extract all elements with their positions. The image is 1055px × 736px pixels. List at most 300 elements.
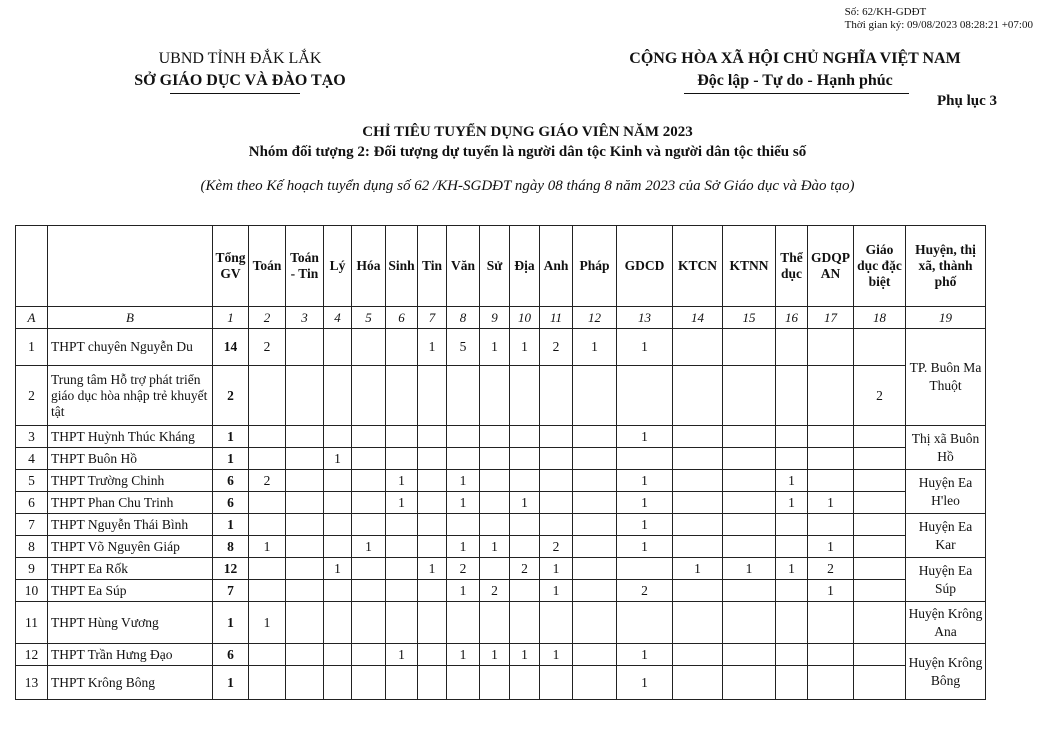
issuer-department: SỞ GIÁO DỤC VÀ ĐÀO TẠO bbox=[134, 72, 346, 89]
quota-cell bbox=[776, 448, 808, 470]
quota-cell: 1 bbox=[808, 492, 854, 514]
quota-cell bbox=[723, 536, 776, 558]
quota-cell bbox=[540, 366, 573, 426]
column-header: Toán bbox=[249, 226, 286, 307]
school-name: THPT Ea Súp bbox=[48, 580, 213, 602]
total-cell: 8 bbox=[213, 536, 249, 558]
quota-cell bbox=[286, 426, 324, 448]
quota-cell bbox=[573, 558, 617, 580]
column-index: 15 bbox=[723, 307, 776, 329]
quota-cell bbox=[352, 426, 386, 448]
quota-cell bbox=[808, 644, 854, 666]
quota-cell bbox=[286, 580, 324, 602]
table-row bbox=[16, 492, 986, 514]
quota-cell bbox=[418, 666, 447, 700]
column-header: GDCD bbox=[617, 226, 673, 307]
quota-cell: 2 bbox=[249, 470, 286, 492]
quota-cell bbox=[510, 536, 540, 558]
quota-cell: 1 bbox=[808, 536, 854, 558]
quota-cell: 1 bbox=[324, 448, 352, 470]
quota-cell bbox=[480, 666, 510, 700]
quota-cell bbox=[854, 666, 906, 700]
quota-cell: 2 bbox=[540, 329, 573, 366]
quota-cell: 2 bbox=[808, 558, 854, 580]
quota-cell bbox=[249, 558, 286, 580]
quota-cell bbox=[447, 514, 480, 536]
quota-cell bbox=[418, 366, 447, 426]
column-index: 5 bbox=[352, 307, 386, 329]
quota-cell bbox=[776, 426, 808, 448]
column-index: 14 bbox=[673, 307, 723, 329]
quota-cell bbox=[286, 448, 324, 470]
column-index: 17 bbox=[808, 307, 854, 329]
quota-cell bbox=[854, 329, 906, 366]
quota-cell bbox=[573, 366, 617, 426]
quota-cell bbox=[808, 666, 854, 700]
column-index: 3 bbox=[286, 307, 324, 329]
quota-cell bbox=[617, 558, 673, 580]
quota-cell bbox=[447, 448, 480, 470]
quota-cell bbox=[249, 644, 286, 666]
quota-cell: 1 bbox=[617, 426, 673, 448]
quota-cell: 1 bbox=[673, 558, 723, 580]
quota-cell bbox=[573, 536, 617, 558]
quota-cell bbox=[386, 602, 418, 644]
signature-time: Thời gian ký: 09/08/2023 08:28:21 +07:00 bbox=[844, 19, 1033, 31]
quota-cell: 2 bbox=[540, 536, 573, 558]
quota-cell bbox=[776, 666, 808, 700]
quota-cell bbox=[573, 580, 617, 602]
quota-cell: 1 bbox=[447, 536, 480, 558]
quota-cell: 1 bbox=[617, 514, 673, 536]
quota-cell bbox=[723, 580, 776, 602]
quota-cell bbox=[673, 514, 723, 536]
quota-cell bbox=[352, 514, 386, 536]
quota-cell bbox=[723, 448, 776, 470]
header-row bbox=[16, 226, 986, 307]
quota-cell bbox=[324, 644, 352, 666]
quota-cell bbox=[723, 602, 776, 644]
table-row bbox=[16, 644, 986, 666]
school-name: THPT chuyên Nguyễn Du bbox=[48, 329, 213, 366]
issuer-header bbox=[110, 48, 370, 92]
quota-cell bbox=[352, 329, 386, 366]
total-cell: 14 bbox=[213, 329, 249, 366]
quota-cell bbox=[673, 470, 723, 492]
quota-cell bbox=[249, 366, 286, 426]
quota-cell: 1 bbox=[510, 329, 540, 366]
quota-cell bbox=[286, 514, 324, 536]
table-row bbox=[16, 426, 986, 448]
row-number: 3 bbox=[16, 426, 48, 448]
column-header: Tin bbox=[418, 226, 447, 307]
quota-cell bbox=[808, 448, 854, 470]
column-header: Giáo dục đặc biệt bbox=[854, 226, 906, 307]
quota-cell bbox=[386, 558, 418, 580]
district-cell: Huyện Ea Kar bbox=[906, 514, 986, 558]
quota-cell bbox=[776, 536, 808, 558]
quota-cell bbox=[573, 666, 617, 700]
table-row bbox=[16, 329, 986, 366]
quota-cell bbox=[418, 448, 447, 470]
quota-cell bbox=[386, 329, 418, 366]
quota-cell bbox=[386, 666, 418, 700]
recruitment-table bbox=[15, 225, 986, 700]
school-name: THPT Võ Nguyên Giáp bbox=[48, 536, 213, 558]
school-name: Trung tâm Hỗ trợ phát triển giáo dục hòa nhập trẻ khuyết tật bbox=[48, 366, 213, 426]
quota-cell bbox=[617, 366, 673, 426]
column-index: 6 bbox=[386, 307, 418, 329]
quota-cell: 1 bbox=[617, 329, 673, 366]
quota-cell bbox=[723, 329, 776, 366]
school-name: THPT Buôn Hồ bbox=[48, 448, 213, 470]
column-index: 12 bbox=[573, 307, 617, 329]
quota-cell bbox=[324, 536, 352, 558]
quota-cell bbox=[617, 448, 673, 470]
column-index: 13 bbox=[617, 307, 673, 329]
document-title: CHỈ TIÊU TUYỂN DỤNG GIÁO VIÊN NĂM 2023 bbox=[362, 124, 693, 140]
column-index: A bbox=[16, 307, 48, 329]
quota-cell: 1 bbox=[510, 492, 540, 514]
quota-cell bbox=[540, 426, 573, 448]
quota-cell bbox=[286, 558, 324, 580]
total-cell: 6 bbox=[213, 470, 249, 492]
quota-cell bbox=[480, 558, 510, 580]
quota-cell: 1 bbox=[723, 558, 776, 580]
signature-number: Số: 62/KH-GDĐT bbox=[844, 6, 927, 18]
quota-cell bbox=[324, 514, 352, 536]
quota-cell bbox=[249, 492, 286, 514]
quota-cell bbox=[540, 470, 573, 492]
quota-cell bbox=[386, 366, 418, 426]
table-row bbox=[16, 602, 986, 644]
quota-cell bbox=[480, 426, 510, 448]
school-name: THPT Trần Hưng Đạo bbox=[48, 644, 213, 666]
quota-cell: 1 bbox=[617, 492, 673, 514]
column-header: GDQP AN bbox=[808, 226, 854, 307]
quota-cell bbox=[673, 426, 723, 448]
quota-cell bbox=[480, 514, 510, 536]
quota-cell: 2 bbox=[510, 558, 540, 580]
row-number: 5 bbox=[16, 470, 48, 492]
quota-cell bbox=[286, 329, 324, 366]
column-header: Pháp bbox=[573, 226, 617, 307]
quota-cell bbox=[723, 366, 776, 426]
quota-cell bbox=[447, 602, 480, 644]
total-cell: 1 bbox=[213, 666, 249, 700]
quota-cell bbox=[352, 666, 386, 700]
quota-cell: 1 bbox=[447, 644, 480, 666]
quota-cell bbox=[352, 558, 386, 580]
quota-cell bbox=[324, 329, 352, 366]
column-header bbox=[16, 226, 48, 307]
quota-cell: 2 bbox=[249, 329, 286, 366]
quota-cell bbox=[386, 536, 418, 558]
column-index: 9 bbox=[480, 307, 510, 329]
column-header: Huyện, thị xã, thành phố bbox=[906, 226, 986, 307]
quota-cell bbox=[673, 644, 723, 666]
quota-cell bbox=[249, 580, 286, 602]
quota-cell bbox=[776, 329, 808, 366]
district-cell: Huyện Krông Bông bbox=[906, 644, 986, 700]
quota-cell bbox=[286, 470, 324, 492]
quota-cell bbox=[447, 666, 480, 700]
quota-cell: 1 bbox=[617, 644, 673, 666]
quota-cell: 1 bbox=[617, 666, 673, 700]
district-cell: Huyện Ea Súp bbox=[906, 558, 986, 602]
column-header: KTCN bbox=[673, 226, 723, 307]
quota-cell bbox=[286, 366, 324, 426]
quota-cell bbox=[324, 492, 352, 514]
quota-cell bbox=[673, 536, 723, 558]
row-number: 13 bbox=[16, 666, 48, 700]
column-index: B bbox=[48, 307, 213, 329]
quota-cell bbox=[386, 514, 418, 536]
national-name: CỘNG HÒA XÃ HỘI CHỦ NGHĨA VIỆT NAM bbox=[629, 50, 961, 67]
quota-cell bbox=[854, 580, 906, 602]
quota-cell bbox=[854, 448, 906, 470]
column-header: Văn bbox=[447, 226, 480, 307]
column-index: 8 bbox=[447, 307, 480, 329]
quota-cell: 1 bbox=[480, 644, 510, 666]
quota-cell bbox=[480, 448, 510, 470]
row-number: 1 bbox=[16, 329, 48, 366]
quota-cell bbox=[286, 536, 324, 558]
total-cell: 1 bbox=[213, 514, 249, 536]
quota-cell: 1 bbox=[447, 470, 480, 492]
annex-label: Phụ lục 3 bbox=[936, 93, 997, 109]
school-name: THPT Huỳnh Thúc Kháng bbox=[48, 426, 213, 448]
quota-cell bbox=[418, 602, 447, 644]
quota-cell bbox=[386, 426, 418, 448]
column-header: Anh bbox=[540, 226, 573, 307]
quota-cell: 1 bbox=[540, 558, 573, 580]
quota-cell: 1 bbox=[352, 536, 386, 558]
quota-cell bbox=[540, 666, 573, 700]
table-row bbox=[16, 470, 986, 492]
quota-cell bbox=[352, 644, 386, 666]
column-index: 4 bbox=[324, 307, 352, 329]
quota-cell bbox=[386, 580, 418, 602]
quota-cell: 1 bbox=[386, 492, 418, 514]
quota-cell bbox=[854, 492, 906, 514]
school-name: THPT Krông Bông bbox=[48, 666, 213, 700]
row-number: 2 bbox=[16, 366, 48, 426]
school-name: THPT Hùng Vương bbox=[48, 602, 213, 644]
column-index: 7 bbox=[418, 307, 447, 329]
quota-cell bbox=[808, 470, 854, 492]
table-row bbox=[16, 580, 986, 602]
quota-cell bbox=[418, 580, 447, 602]
quota-cell bbox=[673, 602, 723, 644]
quota-cell bbox=[480, 366, 510, 426]
quota-cell bbox=[776, 514, 808, 536]
quota-cell bbox=[352, 580, 386, 602]
national-header bbox=[590, 48, 1000, 92]
quota-cell bbox=[249, 426, 286, 448]
quota-cell bbox=[249, 666, 286, 700]
row-number: 12 bbox=[16, 644, 48, 666]
row-number: 9 bbox=[16, 558, 48, 580]
quota-cell bbox=[723, 492, 776, 514]
column-header: Sử bbox=[480, 226, 510, 307]
quota-cell bbox=[324, 666, 352, 700]
national-motto: Độc lập - Tự do - Hạnh phúc bbox=[697, 72, 893, 89]
quota-cell bbox=[386, 448, 418, 470]
column-header bbox=[48, 226, 213, 307]
quota-cell bbox=[808, 514, 854, 536]
quota-cell bbox=[352, 366, 386, 426]
quota-cell bbox=[324, 470, 352, 492]
quota-cell bbox=[352, 492, 386, 514]
quota-cell bbox=[352, 470, 386, 492]
total-cell: 7 bbox=[213, 580, 249, 602]
issuer-underline bbox=[170, 93, 300, 94]
quota-cell: 1 bbox=[776, 492, 808, 514]
quota-cell: 2 bbox=[447, 558, 480, 580]
quota-cell: 1 bbox=[386, 470, 418, 492]
quota-cell bbox=[673, 492, 723, 514]
quota-cell bbox=[480, 470, 510, 492]
quota-cell bbox=[617, 602, 673, 644]
quota-cell: 1 bbox=[617, 470, 673, 492]
quota-cell: 1 bbox=[776, 558, 808, 580]
quota-cell bbox=[324, 580, 352, 602]
quota-cell bbox=[324, 602, 352, 644]
quota-cell bbox=[573, 448, 617, 470]
quota-cell bbox=[510, 448, 540, 470]
quota-cell: 2 bbox=[854, 366, 906, 426]
column-index: 1 bbox=[213, 307, 249, 329]
quota-cell: 1 bbox=[617, 536, 673, 558]
quota-cell bbox=[573, 470, 617, 492]
quota-cell: 1 bbox=[418, 329, 447, 366]
quota-cell: 1 bbox=[386, 644, 418, 666]
column-index: 2 bbox=[249, 307, 286, 329]
quota-cell bbox=[723, 666, 776, 700]
row-number: 10 bbox=[16, 580, 48, 602]
column-header: Sinh bbox=[386, 226, 418, 307]
quota-cell bbox=[324, 426, 352, 448]
quota-cell: 1 bbox=[540, 580, 573, 602]
row-number: 11 bbox=[16, 602, 48, 644]
quota-cell bbox=[324, 366, 352, 426]
quota-cell bbox=[418, 536, 447, 558]
quota-cell: 1 bbox=[249, 602, 286, 644]
motto-underline bbox=[684, 93, 909, 94]
document-group: Nhóm đối tượng 2: Đối tượng dự tuyển là người dân tộc Kinh và người dân tộc thiểu số bbox=[248, 144, 807, 160]
issuer-province: UBND TỈNH ĐẮK LẮK bbox=[158, 50, 322, 67]
row-number: 4 bbox=[16, 448, 48, 470]
quota-cell bbox=[286, 644, 324, 666]
document-subtitle: (Kèm theo Kế hoạch tuyển dụng số 62 /KH-SGDĐT ngày 08 tháng 8 năm 2023 của Sở Giáo dục và Đào tạo) bbox=[200, 178, 855, 194]
quota-cell bbox=[673, 666, 723, 700]
column-header: Thể dục bbox=[776, 226, 808, 307]
quota-cell: 1 bbox=[510, 644, 540, 666]
total-cell: 1 bbox=[213, 602, 249, 644]
school-name: THPT Nguyễn Thái Bình bbox=[48, 514, 213, 536]
column-header: Lý bbox=[324, 226, 352, 307]
quota-cell bbox=[723, 426, 776, 448]
quota-cell bbox=[854, 558, 906, 580]
quota-cell: 1 bbox=[418, 558, 447, 580]
quota-cell bbox=[723, 470, 776, 492]
quota-cell: 2 bbox=[617, 580, 673, 602]
school-name: THPT Ea Rốk bbox=[48, 558, 213, 580]
quota-cell: 1 bbox=[249, 536, 286, 558]
quota-cell: 1 bbox=[324, 558, 352, 580]
quota-cell bbox=[854, 470, 906, 492]
quota-cell: 2 bbox=[480, 580, 510, 602]
quota-cell: 5 bbox=[447, 329, 480, 366]
school-name: THPT Phan Chu Trinh bbox=[48, 492, 213, 514]
quota-cell bbox=[673, 580, 723, 602]
district-cell: Huyện Krông Ana bbox=[906, 602, 986, 644]
total-cell: 12 bbox=[213, 558, 249, 580]
quota-cell bbox=[447, 426, 480, 448]
quota-cell bbox=[776, 602, 808, 644]
column-header: Địa bbox=[510, 226, 540, 307]
quota-cell bbox=[418, 514, 447, 536]
quota-cell bbox=[286, 492, 324, 514]
quota-cell: 1 bbox=[447, 492, 480, 514]
quota-cell bbox=[573, 514, 617, 536]
school-name: THPT Trường Chinh bbox=[48, 470, 213, 492]
column-header: Toán - Tin bbox=[286, 226, 324, 307]
total-cell: 1 bbox=[213, 426, 249, 448]
quota-cell bbox=[510, 580, 540, 602]
row-number: 7 bbox=[16, 514, 48, 536]
quota-cell bbox=[540, 602, 573, 644]
column-header: Hóa bbox=[352, 226, 386, 307]
table-row bbox=[16, 448, 986, 470]
quota-cell bbox=[510, 514, 540, 536]
quota-cell bbox=[808, 602, 854, 644]
quota-cell bbox=[673, 329, 723, 366]
quota-cell: 1 bbox=[480, 329, 510, 366]
quota-cell bbox=[510, 602, 540, 644]
quota-cell: 1 bbox=[776, 470, 808, 492]
index-row bbox=[16, 307, 986, 329]
table-row bbox=[16, 514, 986, 536]
quota-cell bbox=[510, 666, 540, 700]
quota-cell bbox=[447, 366, 480, 426]
quota-cell bbox=[776, 580, 808, 602]
column-header: Tổng GV bbox=[213, 226, 249, 307]
column-header: KTNN bbox=[723, 226, 776, 307]
quota-cell bbox=[808, 329, 854, 366]
quota-cell: 1 bbox=[573, 329, 617, 366]
quota-cell bbox=[723, 644, 776, 666]
quota-cell bbox=[418, 426, 447, 448]
quota-cell bbox=[673, 448, 723, 470]
quota-cell bbox=[808, 426, 854, 448]
quota-cell bbox=[540, 448, 573, 470]
quota-cell bbox=[352, 602, 386, 644]
total-cell: 1 bbox=[213, 448, 249, 470]
column-index: 16 bbox=[776, 307, 808, 329]
quota-cell bbox=[418, 470, 447, 492]
quota-cell bbox=[510, 426, 540, 448]
quota-cell: 1 bbox=[480, 536, 510, 558]
table-row bbox=[16, 366, 986, 426]
table-row bbox=[16, 558, 986, 580]
quota-cell bbox=[418, 644, 447, 666]
column-index: 10 bbox=[510, 307, 540, 329]
quota-cell bbox=[418, 492, 447, 514]
quota-cell bbox=[352, 448, 386, 470]
table-row bbox=[16, 536, 986, 558]
